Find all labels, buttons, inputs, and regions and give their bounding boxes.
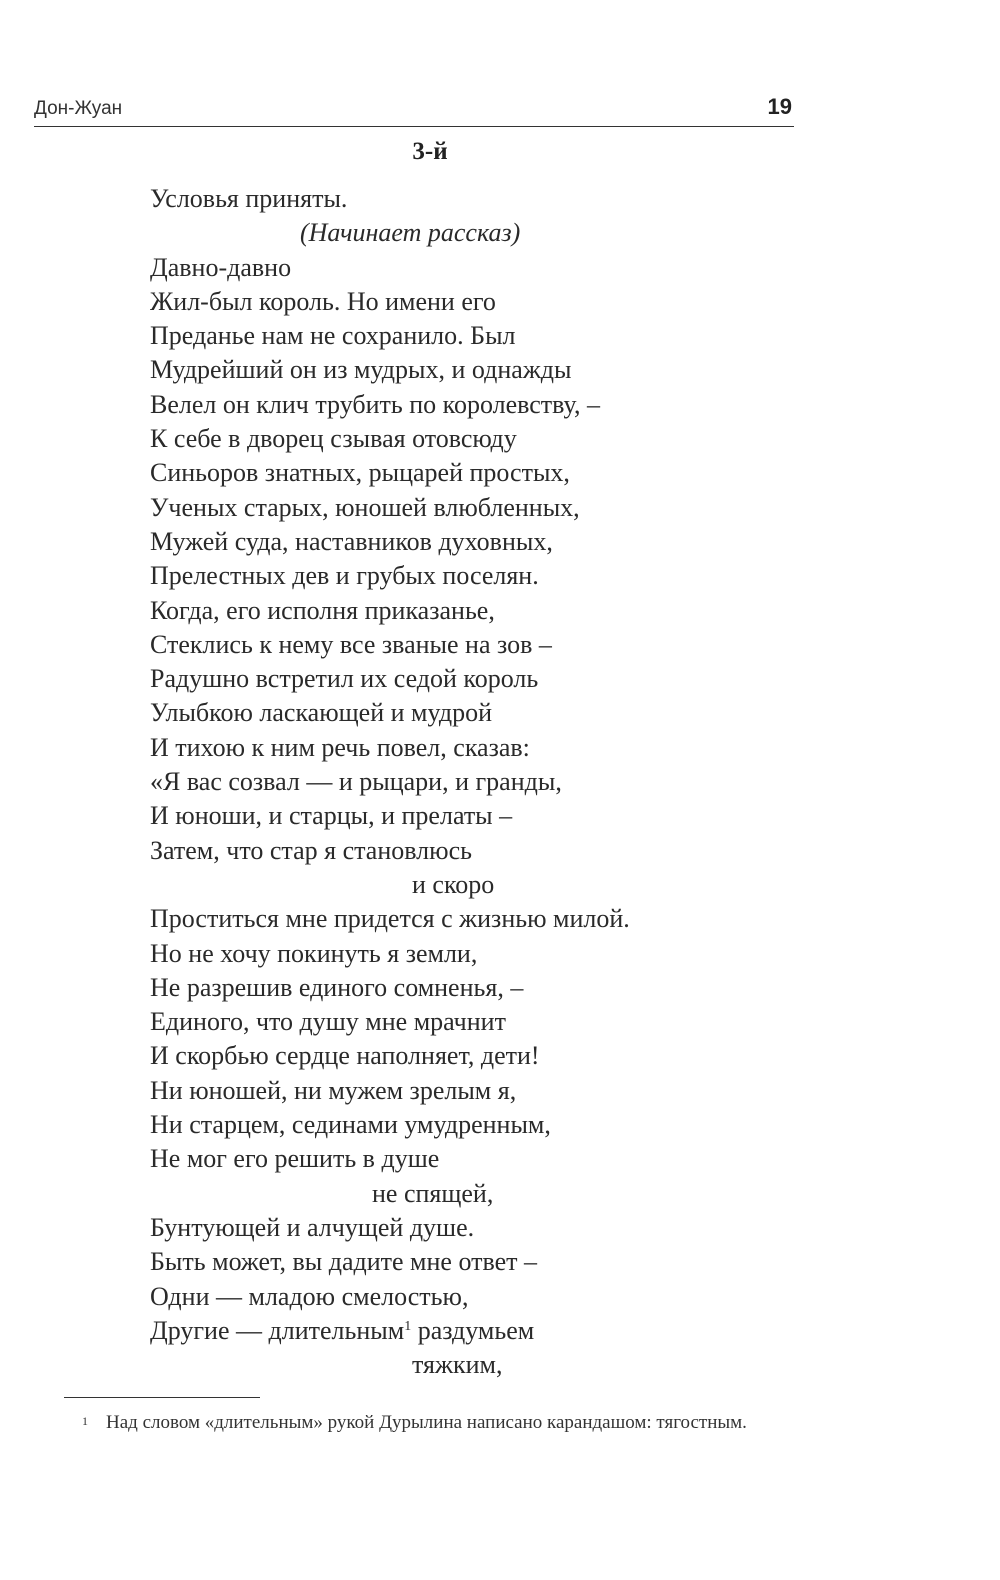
verse-line: Ни юношей, ни мужем зрелым я,: [150, 1075, 517, 1105]
footnote: [64, 1408, 794, 1438]
footnote-reference[interactable]: 1: [404, 1318, 412, 1334]
verse-line: Преданье нам не сохранило. Был: [150, 321, 516, 351]
verse-line-text: Другие — длительным: [150, 1315, 405, 1345]
verse-line: Не мог его решить в душе: [150, 1144, 440, 1174]
footnote-mark: 1: [82, 1414, 88, 1428]
footnote-text: Над словом «длительным» рукой Дурылина написано карандашом: тягостным.: [106, 1412, 747, 1433]
verse-line-continuation: и скоро: [412, 869, 495, 899]
verse-line: Условья приняты.: [150, 184, 348, 213]
verse-line: Жил-был король. Но имени его: [150, 286, 496, 316]
verse-line: Радушно встретил их седой король: [150, 664, 539, 694]
verse-line: Затем, что стар я становлюсь: [150, 835, 472, 865]
verse-line: Единого, что душу мне мрачнит: [150, 1007, 506, 1037]
verse-line: Синьоров знатных, рыцарей простых,: [150, 458, 570, 488]
verse-line-continuation: тяжким,: [412, 1350, 503, 1380]
verse-line-continuation: не спящей,: [372, 1178, 494, 1208]
verse-line-text-tail: раздумьем: [411, 1315, 535, 1345]
verse-line: Бунтующей и алчущей душе.: [150, 1212, 475, 1242]
verse-line: Улыбкою ласкающей и мудрой: [150, 698, 492, 728]
verse-line: Мудрейший он из мудрых, и однажды: [150, 355, 572, 385]
verse-line: И юноши, и старцы, и прелаты –: [150, 801, 513, 831]
verse-line: Велел он клич трубить по королевству, –: [150, 389, 600, 419]
verse-line: Одни — младою смелостью,: [150, 1281, 469, 1311]
footnote-separator: [64, 1397, 260, 1398]
verse-line: Ученых старых, юношей влюбленных,: [150, 492, 580, 522]
verse-line: И тихою к ним речь повел, сказав:: [150, 732, 530, 762]
page-number: 19: [767, 94, 792, 119]
verse-line: Проститься мне придется с жизнью милой.: [150, 904, 630, 934]
verse-block: [150, 182, 630, 1382]
running-title: Дон-Жуан: [34, 98, 123, 119]
verse-line: Быть может, вы дадите мне ответ –: [150, 1247, 538, 1277]
verse-line: Стеклись к нему все званые на зов –: [150, 629, 552, 659]
verse-line: Давно-давно: [150, 252, 292, 282]
verse-line: Когда, его исполня приказанье,: [150, 595, 495, 625]
verse-line: Ни старцем, сединами умудренным,: [150, 1110, 551, 1140]
verse-line: Не разрешив единого сомненья, –: [150, 972, 524, 1002]
verse-line: К себе в дворец сзывая отовсюду: [150, 424, 517, 454]
verse-line: «Я вас созвал — и рыцари, и гранды,: [150, 767, 562, 797]
running-header: [34, 92, 794, 127]
verse-line: И скорбью сердце наполняет, дети!: [150, 1041, 540, 1071]
speaker-heading: 3-й: [412, 138, 448, 165]
verse-line: Но не хочу покинуть я земли,: [150, 938, 478, 968]
verse-line: Прелестных дев и грубых поселян.: [150, 561, 539, 591]
verse-line: Мужей суда, наставников духовных,: [150, 526, 553, 556]
verse-line-with-footnote: [150, 1314, 630, 1348]
stage-direction: (Начинает рассказ): [300, 218, 521, 248]
